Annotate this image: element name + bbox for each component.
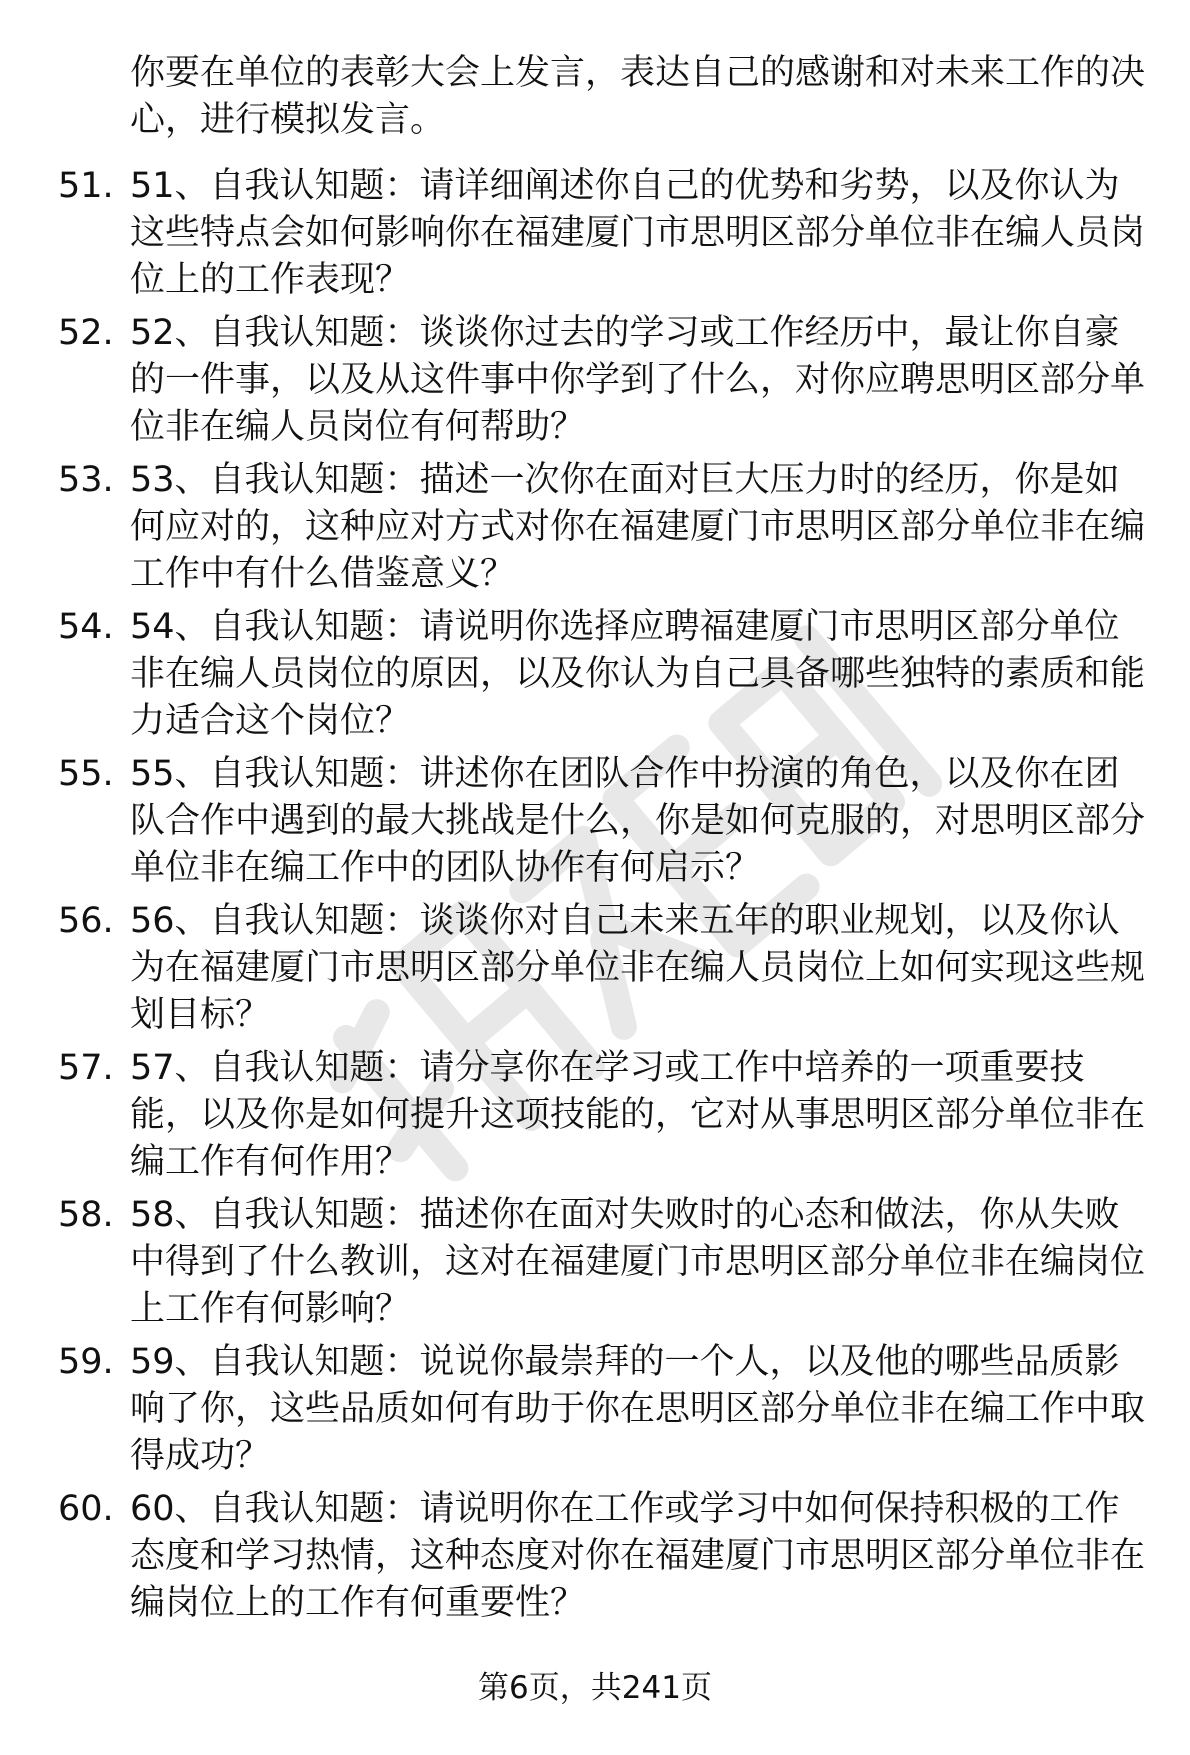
item-number: 59. [58,1342,114,1382]
item-text: 51、自我认知题：请详细阐述你自己的优势和劣势，以及你认为这些特点会如何影响你在福建厦门市思明区部分单位非在编人员岗位上的工作表现？ [130,166,1146,300]
list-item [0,1192,1190,1339]
item-number: 60. [58,1489,114,1529]
item-number: 52. [58,313,114,353]
question-list [0,163,1190,1633]
list-item [0,751,1190,898]
list-item [0,604,1190,751]
item-number: 54. [58,607,114,647]
item-text: 57、自我认知题：请分享你在学习或工作中培养的一项重要技能，以及你是如何提升这项技能的，它对从事思明区部分单位非在编工作有何作用？ [130,1048,1146,1182]
list-item [0,1045,1190,1192]
item-text: 60、自我认知题：请说明你在工作或学习中如何保持积极的工作态度和学习热情，这种态度对你在福建厦门市思明区部分单位非在编岗位上的工作有何重要性？ [130,1489,1146,1623]
item-text: 56、自我认知题：谈谈你对自己未来五年的职业规划，以及你认为在福建厦门市思明区部分单位非在编人员岗位上如何实现这些规划目标？ [130,901,1146,1035]
item-number: 51. [58,166,114,206]
intro-paragraph: 你要在单位的表彰大会上发言，表达自己的感谢和对未来工作的决心，进行模拟发言。 [130,53,1146,140]
list-item [0,310,1190,457]
item-text: 58、自我认知题：描述你在面对失败时的心态和做法，你从失败中得到了什么教训，这对在福建厦门市思明区部分单位非在编岗位上工作有何影响？ [130,1195,1146,1329]
list-item [0,457,1190,604]
list-item [0,163,1190,310]
item-number: 57. [58,1048,114,1088]
item-number: 58. [58,1195,114,1235]
item-text: 52、自我认知题：谈谈你过去的学习或工作经历中，最让你自豪的一件事，以及从这件事中你学到了什么，对你应聘思明区部分单位非在编人员岗位有何帮助？ [130,313,1146,447]
page-footer: 第6页，共241页 [478,1670,712,1706]
item-text: 53、自我认知题：描述一次你在面对巨大压力时的经历，你是如何应对的，这种应对方式对你在福建厦门市思明区部分单位非在编工作中有什么借鉴意义？ [130,460,1146,594]
item-text: 55、自我认知题：讲述你在团队合作中扮演的角色，以及你在团队合作中遇到的最大挑战是什么，你是如何克服的，对思明区部分单位非在编工作中的团队协作有何启示？ [130,754,1146,888]
list-item [0,1339,1190,1486]
list-item [0,1486,1190,1633]
list-item [0,898,1190,1045]
item-number: 56. [58,901,114,941]
item-number: 53. [58,460,114,500]
item-number: 55. [58,754,114,794]
item-text: 59、自我认知题：说说你最崇拜的一个人，以及他的哪些品质影响了你，这些品质如何有助于你在思明区部分单位非在编工作中取得成功？ [130,1342,1146,1476]
item-text: 54、自我认知题：请说明你选择应聘福建厦门市思明区部分单位非在编人员岗位的原因，以及你认为自己具备哪些独特的素质和能力适合这个岗位？ [130,607,1146,741]
